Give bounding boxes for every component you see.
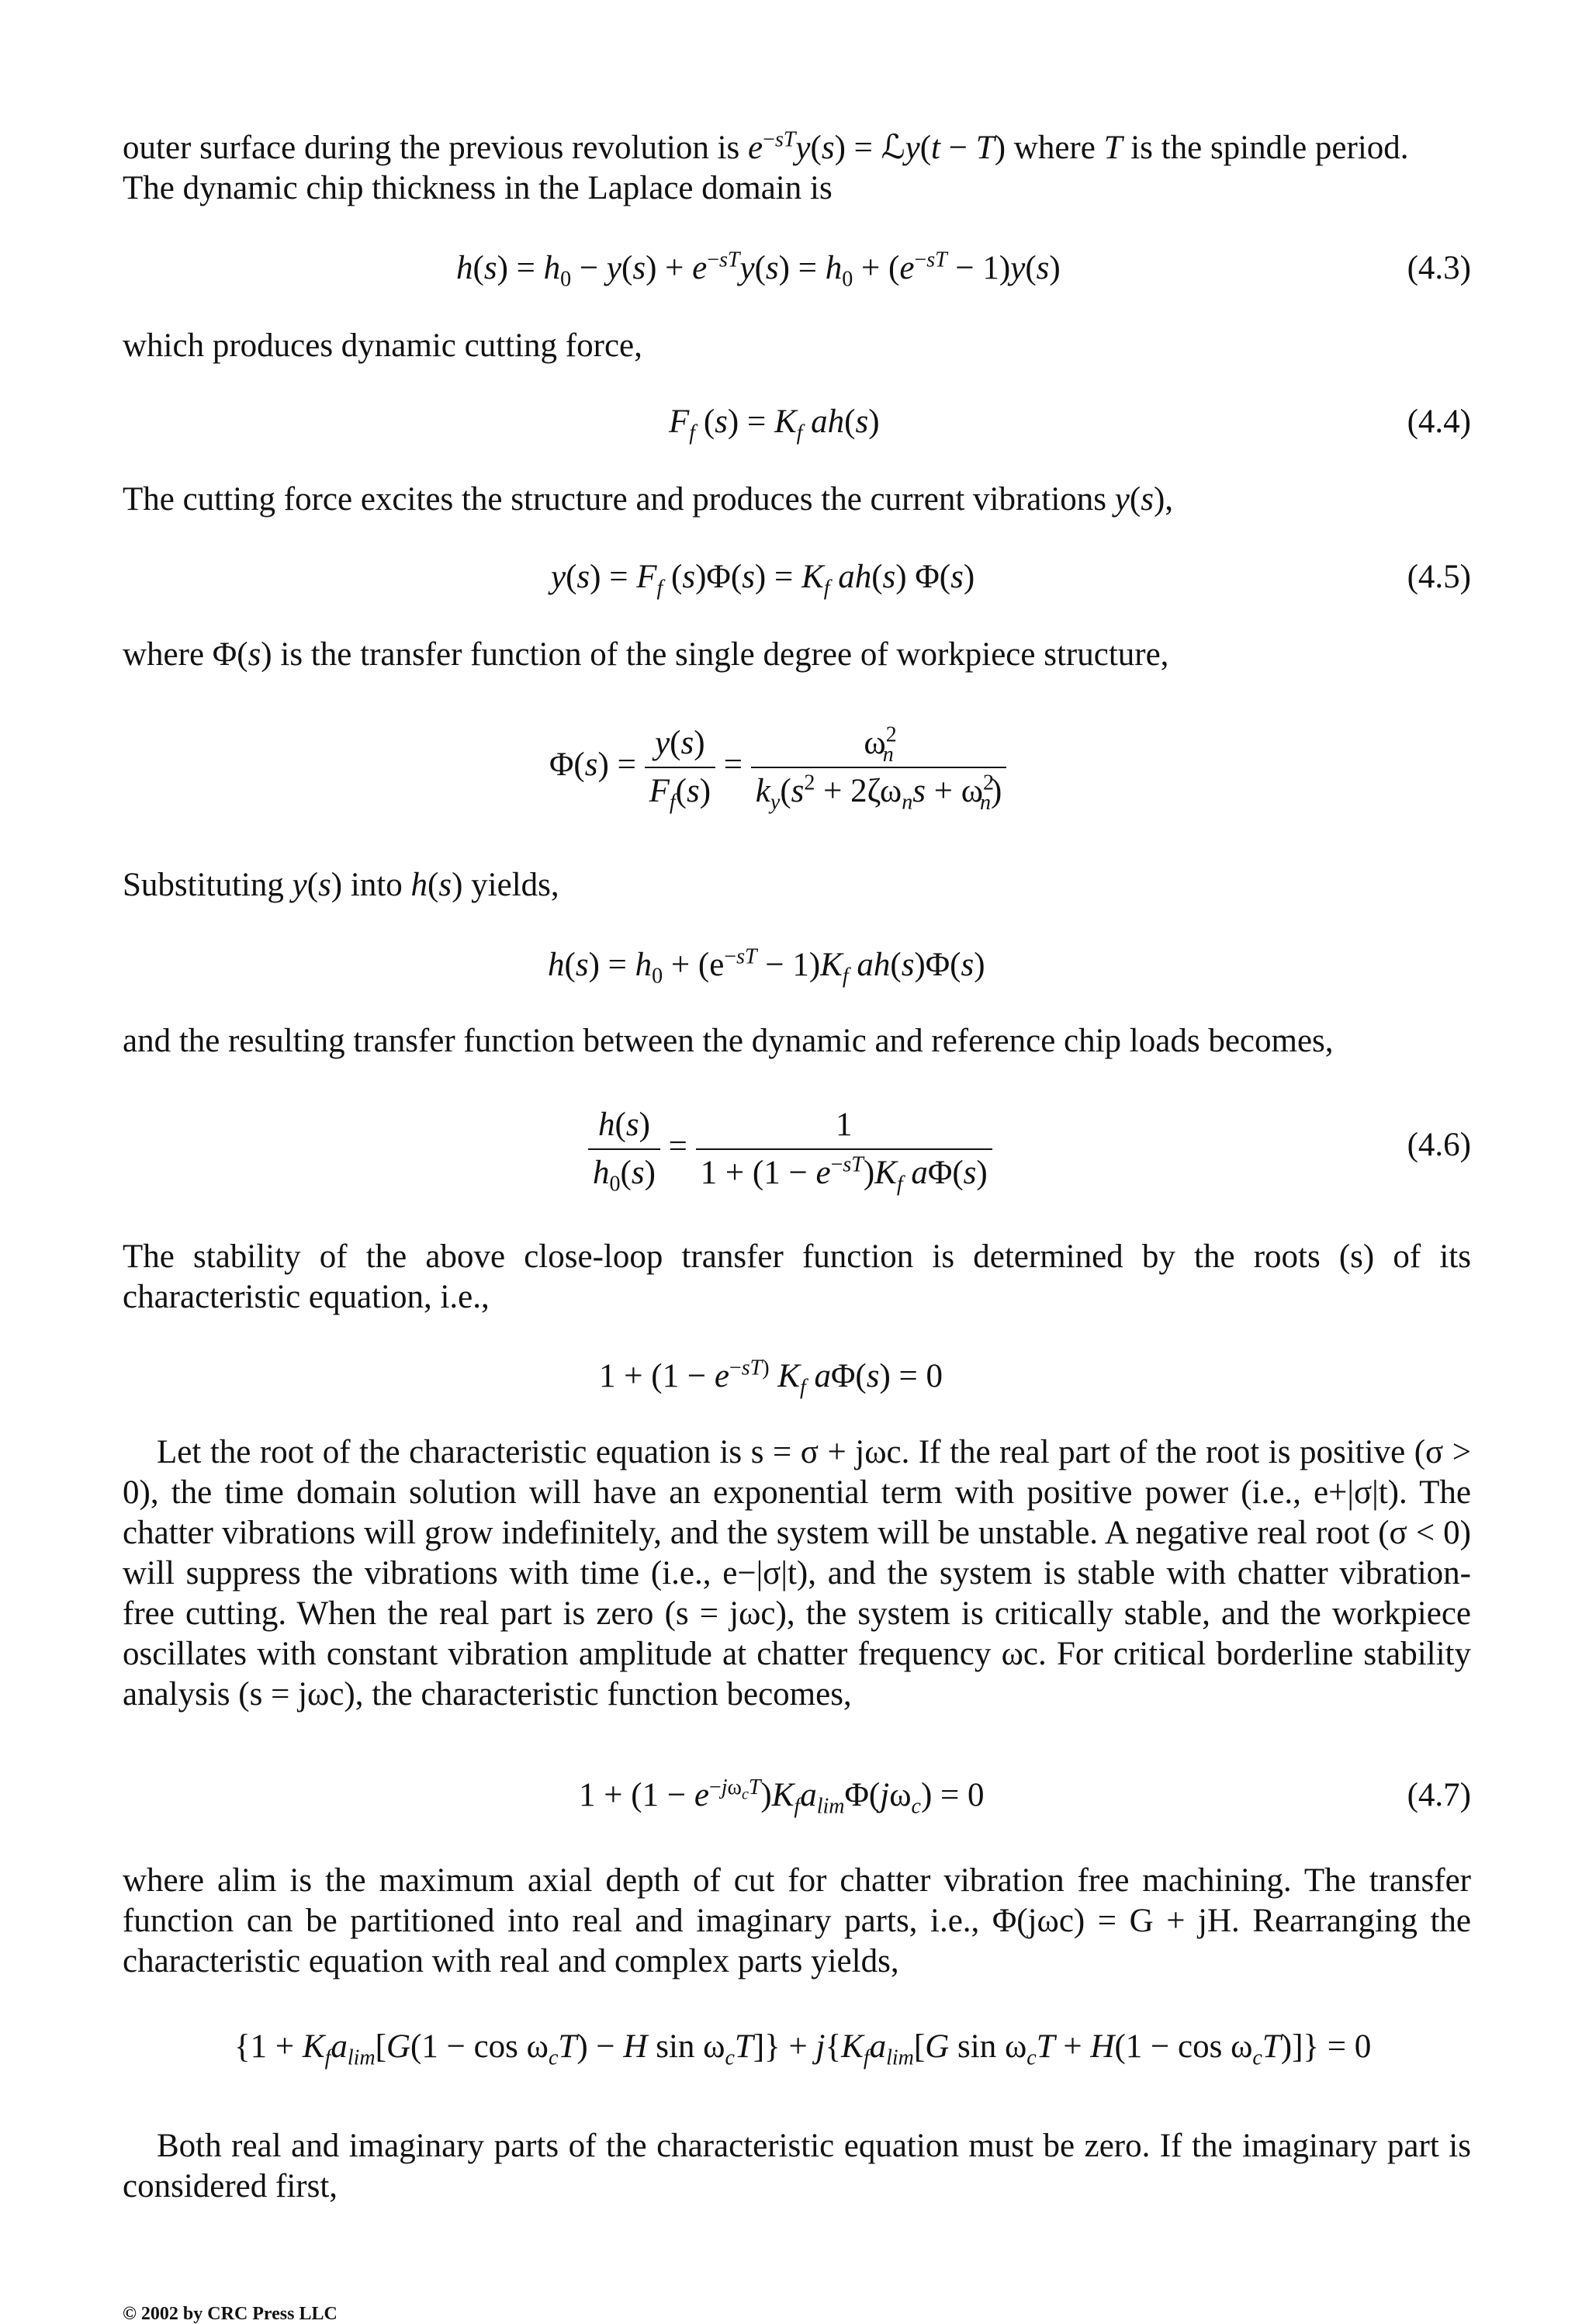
text-span: is the spindle period. xyxy=(1130,130,1409,166)
equation-4-7: $1 + (1 - e^{-j\omega_cT})K_fa_{lim}\Phi(j\omega_c) = 0$ xyxy=(579,1775,985,1819)
paragraph-imaginary: Both real and imaginary parts of the characteristic equation must be zero. If the imaginary part is considered first, xyxy=(123,2128,1471,2205)
paragraph-alim: where alim is the maximum axial depth of cut for chatter vibration free machining. The transfer function can be partitioned into real and imaginary parts, i.e., Φ(jωc) = G + jH. Rearranging the characteristic equation with real and complex parts yields, xyxy=(123,1862,1471,1979)
equation-number: (4.3) xyxy=(1407,250,1471,286)
equation-number: (4.6) xyxy=(1407,1127,1471,1163)
text-span: is the transfer function of the single degree of workpiece structure, xyxy=(280,636,1169,673)
equation-4-5: $y(s) = F_f$ $(s)\Phi(s) = K_f$ ah(s) Φ(s) xyxy=(551,559,975,601)
equation-transfer-function: Φ(s) = $\frac{y(s)}{F_f(s)}$ = $\frac{\omega^2_n}{k_y(s^2 + 2\zeta\omega_ns + \omega^2_n)}$ xyxy=(549,723,1006,812)
text-span: Substituting xyxy=(123,867,284,903)
paragraph-vibrations: The cutting force excites the structure and produces the current vibrations y(s), xyxy=(123,481,1174,518)
paragraph-force: which produces dynamic cutting force, xyxy=(123,327,642,364)
text-span: outer surface during the previous revolution is xyxy=(123,130,740,166)
paragraph-intro: outer surface during the previous revolution is $e^{-sT}y(s)$ = ℒy(t − T) where T is the spindle period. The dynamic chip thickness in the Laplace domain is xyxy=(123,127,1409,206)
text-span: where xyxy=(1013,130,1096,166)
equation-characteristic: $1 + (1 - e^{-sT)}$ $K_f$ aΦ(s) = 0 xyxy=(599,1356,943,1400)
paragraph-resulting: and the resulting transfer function between the dynamic and reference chip loads becomes, xyxy=(123,1023,1334,1059)
equation-number: (4.4) xyxy=(1407,403,1471,440)
text-span: The dynamic chip thickness in the Laplace domain is xyxy=(123,170,833,206)
equation-real-imaginary: {$1 + K_fa_{lim}[G(1 - \cos \omega_cT) - H$ $\sin \omega_cT]\} + j\{K_fa_{lim}[G$ $\sin \omega_cT + H(1 - \cos \omega_cT)]\} = 0$ xyxy=(234,2028,1372,2070)
text-span: The cutting force excites the structure and produces the current vibrations xyxy=(123,481,1107,518)
text-span: where xyxy=(123,636,205,673)
equation-number: (4.5) xyxy=(1407,559,1471,595)
equation-4-4: $F_f$ $(s) = K_f$ ah(s) xyxy=(669,403,880,445)
equation-h-substituted: $h(s) = h_0 + (e^{-sT} - 1)K_f$ ah(s)Φ(s) xyxy=(548,944,985,989)
paragraph-substitute: Substituting y(s) into h(s) yields, xyxy=(123,867,559,903)
copyright-footer: © 2002 by CRC Press LLC xyxy=(123,2304,338,2324)
paragraph-transfer: where Φ(s) is the transfer function of the single degree of workpiece structure, xyxy=(123,636,1169,673)
inline-math: $e^{-sT}y(s)$ = ℒy(t − T) xyxy=(748,127,1006,167)
text-span: yields, xyxy=(471,867,559,903)
paragraph-stability: The stability of the above close-loop transfer function is determined by the roots (s) of its characteristic equation, i.e., xyxy=(123,1238,1471,1315)
text-span: into xyxy=(350,867,403,903)
paragraph-root-analysis: Let the root of the characteristic equation is s = σ + jωc. If the real part of the root is positive (σ > 0), the time domain solution will have an exponential term with positive power (i.e., e+|σ|t). The chatter vibrations will grow indefinitely, and the system will be unstable. A negative real root (σ < 0) will suppress the vibrations with time (i.e., e−|σ|t), and the system is stable with chatter vibration-free cutting. When the real part is zero (s = jωc), the system is critically stable, and the workpiece oscillates with constant vibration amplitude at chatter frequency ωc. For critical borderline stability analysis (s = jωc), the characteristic function becomes, xyxy=(123,1434,1471,1713)
equation-number: (4.7) xyxy=(1407,1777,1471,1813)
equation-4-3: $h(s) = h_0 - y(s) + e^{-sT}y(s) = h_0 + (e^{-sT} - 1)y(s)$ xyxy=(456,248,1061,292)
equation-4-6: $\frac{h(s)}{h_0(s)}$ = $\frac{1}{1 + (1 - e^{-sT})K_f a\Phi(s)}$ xyxy=(588,1105,992,1193)
